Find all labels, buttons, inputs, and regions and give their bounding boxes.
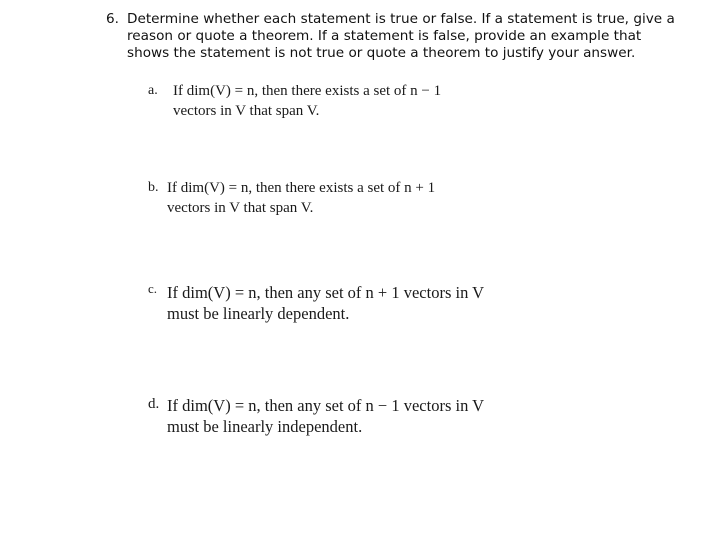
part-c (148, 282, 484, 324)
question-number: 6. (106, 11, 119, 27)
part-b-statement (167, 178, 435, 218)
part-b-letter: b. (148, 180, 159, 195)
part-d (148, 395, 484, 437)
part-d-letter: d. (148, 396, 160, 412)
part-b-line-2: vectors in V that span V. (167, 200, 314, 216)
part-c-line-1: If dim(V) = n, then any set of n + 1 vectors in V (167, 283, 485, 302)
part-a-statement (173, 81, 441, 121)
part-b (148, 178, 435, 218)
part-a-letter: a. (148, 83, 158, 98)
question-6 (106, 11, 686, 62)
part-d-line-1: If dim(V) = n, then any set of n − 1 vectors in V (167, 396, 485, 415)
part-d-line-2: must be linearly independent. (167, 417, 363, 436)
question-instructions: Determine whether each statement is true or false. If a statement is true, give a reason or quote a theorem. If a statement is false, provide an example that shows the statement is not true or quote a theorem to justify your answer. (127, 11, 675, 61)
part-b-line-1: If dim(V) = n, then there exists a set of n + 1 (167, 180, 436, 196)
part-a-line-1: If dim(V) = n, then there exists a set of n − 1 (173, 83, 442, 99)
part-c-letter: c. (148, 281, 158, 296)
part-a-line-2: vectors in V that span V. (173, 103, 320, 119)
part-a (148, 81, 441, 121)
part-c-statement (167, 282, 484, 324)
part-c-line-2: must be linearly dependent. (167, 304, 350, 323)
part-d-statement (167, 395, 484, 437)
